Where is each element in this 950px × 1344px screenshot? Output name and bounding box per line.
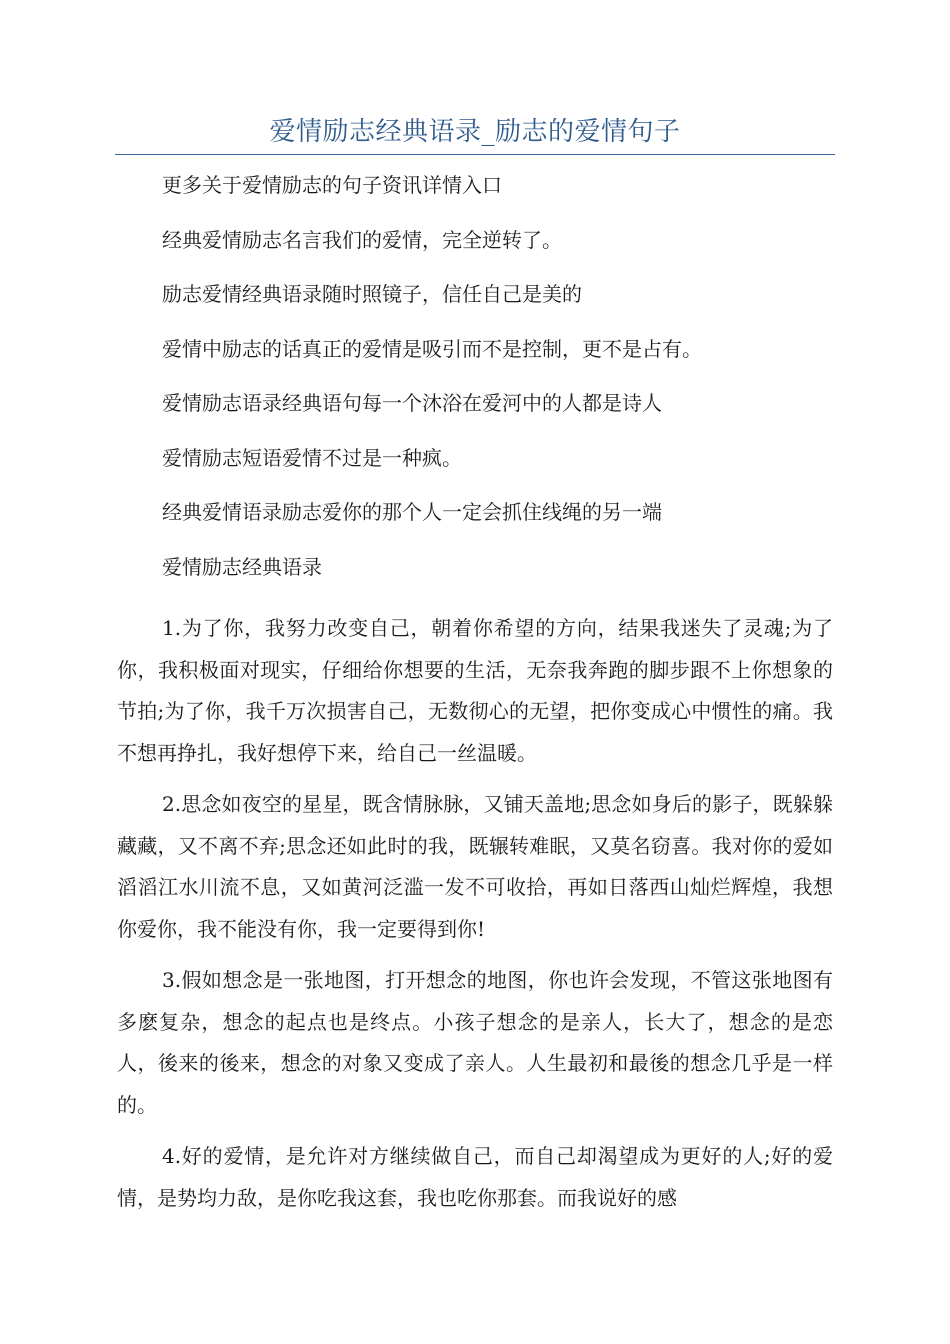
text-line: 励志爱情经典语录随时照镜子，信任自己是美的	[162, 282, 582, 306]
text-line: 爱情励志语录经典语句每一个沐浴在爱河中的人都是诗人	[162, 391, 662, 415]
document-title: 爱情励志经典语录_励志的爱情句子	[115, 112, 835, 155]
text-line: 经典爱情语录励志爱你的那个人一定会抓住线绳的另一端	[162, 500, 662, 524]
text-line: 经典爱情励志名言我们的爱情，完全逆转了。	[162, 227, 562, 252]
quote-paragraph: 2.思念如夜空的星星，既含情脉脉，又铺天盖地;思念如身后的影子，既躲躲藏藏，又不离不弃;思念还如此时的我，既辗转难眠，又莫名窃喜。我对你的爱如滔滔江水川流不息，又如黄河泛滥一发不可收拾，再如日落西山灿烂辉煌，我想你爱你，我不能没有你，我一定要得到你!	[117, 792, 833, 941]
quote-paragraph: 3.假如想念是一张地图，打开想念的地图，你也许会发现，不管这张地图有多麽复杂，想念的起点也是终点。小孩子想念的是亲人，长大了，想念的是恋人，後来的後来，想念的对象又变成了亲人。人生最初和最後的想念几乎是一样的。	[117, 968, 833, 1117]
quote-paragraph: 1.为了你，我努力改变自己，朝着你希望的方向，结果我迷失了灵魂;为了你，我积极面对现实，仔细给你想要的生活，无奈我奔跑的脚步跟不上你想象的节拍;为了你，我千万次损害自己，无数彻心的无望，把你变成心中惯性的痛。我不想再挣扎，我好想停下来，给自己一丝温暖。	[117, 616, 833, 765]
text-line: 爱情中励志的话真正的爱情是吸引而不是控制，更不是占有。	[162, 336, 702, 361]
text-line: 爱情励志经典语录	[162, 554, 322, 579]
text-line: 更多关于爱情励志的句子资讯详情入口	[162, 173, 502, 197]
quote-paragraph: 4.好的爱情，是允许对方继续做自己，而自己却渴望成为更好的人;好的爱情，是势均力敌，是你吃我这套，我也吃你那套。而我说好的感	[117, 1144, 833, 1210]
document-body	[117, 172, 833, 1219]
text-line: 爱情励志短语爱情不过是一种疯。	[162, 445, 462, 470]
